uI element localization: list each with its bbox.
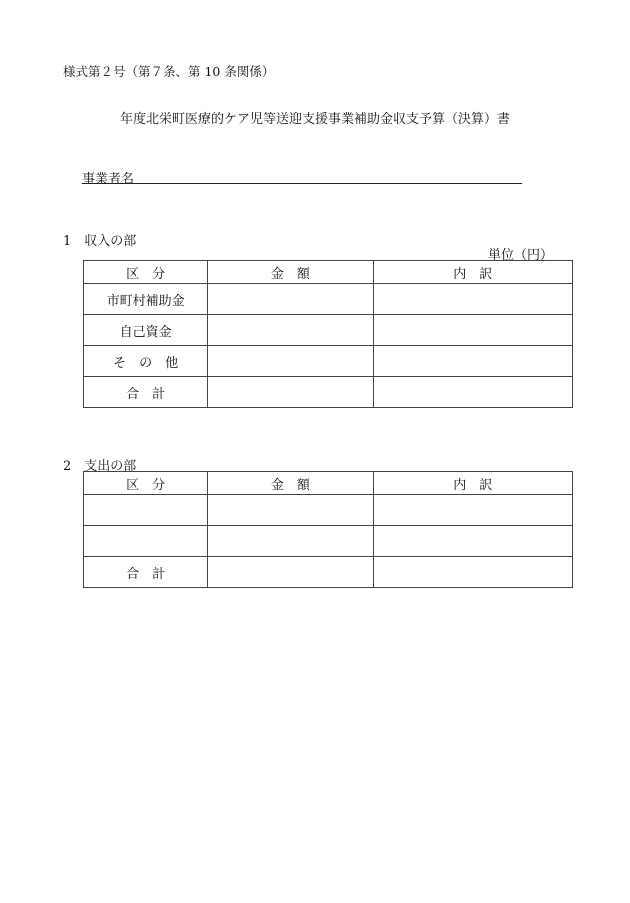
page-title: 年度北栄町医療的ケア児等送迎支援事業補助金収支予算（決算）書 [119, 112, 510, 127]
breakdown-cell[interactable] [373, 346, 572, 377]
amount-cell[interactable] [208, 495, 373, 526]
amount-cell[interactable] [208, 557, 373, 588]
breakdown-cell[interactable] [373, 495, 572, 526]
table-row [84, 346, 573, 377]
breakdown-cell[interactable] [373, 526, 572, 557]
amount-cell[interactable] [208, 315, 373, 346]
row-category: 自己資金 [84, 315, 208, 346]
header-breakdown: 内 訳 [373, 472, 572, 495]
table-row [84, 377, 573, 408]
business-name-label: 事業者名 [82, 172, 135, 187]
breakdown-cell[interactable] [373, 315, 572, 346]
expense-section-heading: 2 支出の部 [63, 459, 137, 474]
income-section-heading: 1 収入の部 [63, 234, 137, 249]
category-cell[interactable] [84, 526, 208, 557]
header-breakdown: 内 訳 [373, 261, 572, 284]
unit-label: 単位（円） [488, 248, 554, 263]
amount-cell[interactable] [208, 346, 373, 377]
table-row [84, 315, 573, 346]
row-category: 市町村補助金 [84, 284, 208, 315]
breakdown-cell[interactable] [373, 284, 572, 315]
amount-cell[interactable] [208, 284, 373, 315]
header-category: 区 分 [84, 472, 208, 495]
table-row [84, 557, 573, 588]
header-amount: 金 額 [208, 261, 373, 284]
amount-cell[interactable] [208, 526, 373, 557]
category-cell[interactable] [84, 495, 208, 526]
row-category: 合 計 [84, 557, 208, 588]
table-header-row [84, 472, 573, 495]
income-table [83, 260, 573, 408]
table-header-row [84, 261, 573, 284]
row-category: そ の 他 [84, 346, 208, 377]
business-name-field[interactable] [82, 183, 522, 184]
header-amount: 金 額 [208, 472, 373, 495]
row-category: 合 計 [84, 377, 208, 408]
breakdown-cell[interactable] [373, 557, 572, 588]
table-row [84, 284, 573, 315]
expense-table [83, 471, 573, 588]
amount-cell[interactable] [208, 377, 373, 408]
table-row [84, 526, 573, 557]
breakdown-cell[interactable] [373, 377, 572, 408]
form-number: 様式第２号（第７条、第 10 条関係） [63, 64, 275, 79]
table-row [84, 495, 573, 526]
header-category: 区 分 [84, 261, 208, 284]
